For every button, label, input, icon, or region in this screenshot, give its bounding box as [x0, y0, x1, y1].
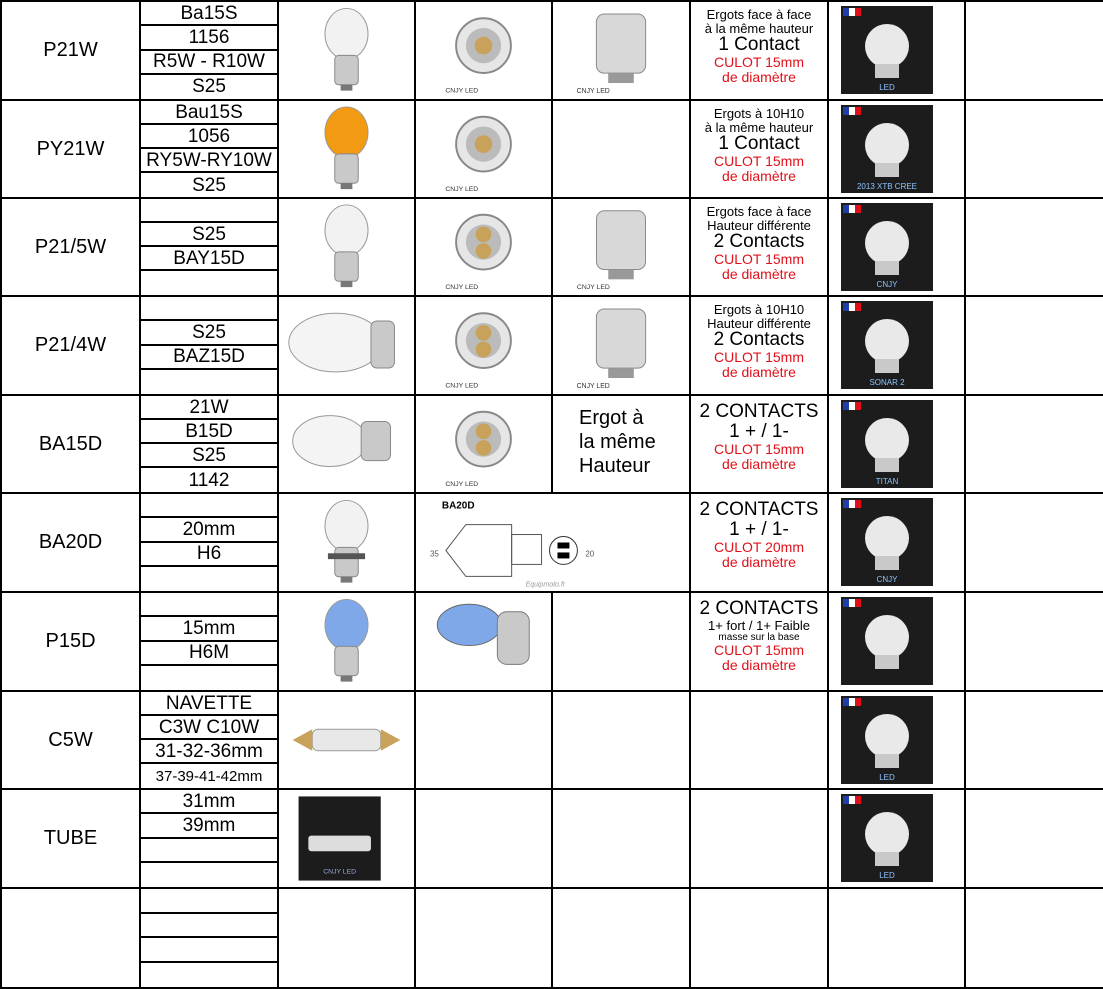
desc-line: 2 Contacts: [713, 231, 805, 253]
bulb-refs-cell: [139, 887, 279, 989]
bulb-ref: [141, 370, 277, 394]
bulb-name: P21/4W: [34, 334, 107, 356]
bulb-refs-cell: [139, 99, 279, 199]
bulb-ref: S25: [141, 223, 277, 247]
svg-text:CNJY LED: CNJY LED: [445, 284, 479, 292]
desc-line: de diamètre: [722, 167, 796, 184]
bulb-base-cell: [414, 99, 553, 199]
bulb-ref: R5W - R10W: [141, 51, 277, 75]
bulb-ref: NAVETTE: [141, 692, 277, 716]
led-bulb-image: [841, 400, 933, 488]
svg-text:CNJY LED: CNJY LED: [576, 284, 610, 292]
empty-cell: [964, 0, 1103, 101]
bulb-image: [279, 101, 414, 197]
bulb-base-cell: [414, 690, 553, 790]
bulb-image: [279, 494, 414, 591]
bulb-ref: [141, 889, 277, 914]
bulb-ref: 39mm: [141, 814, 277, 838]
desc-line: CULOT 15mm: [714, 440, 804, 457]
led-photo-cell: [827, 788, 966, 889]
bulb-name: C5W: [48, 728, 93, 751]
bulb-ref: 37-39-41-42mm: [155, 767, 263, 785]
bulb-name-cell: [0, 295, 141, 396]
bulb-refs-cell: [139, 788, 279, 889]
bulb-ref: BAZ15D: [141, 346, 277, 370]
bulb-name: P21/5W: [34, 235, 107, 258]
bulb-socket-cell: [551, 0, 691, 101]
bulb-image: [279, 692, 414, 788]
bulb-name-cell: [0, 394, 141, 494]
bulb-base-cell: [414, 295, 553, 396]
bulb-ref: H6M: [141, 642, 277, 666]
desc-line: CULOT 15mm: [714, 54, 804, 71]
bulb-ref: 1156: [141, 26, 277, 50]
led-label: 2013 XTB CREE: [856, 182, 918, 191]
bulb-photo-cell: [277, 0, 416, 101]
empty-cell: [964, 788, 1103, 889]
led-photo-cell: [827, 0, 966, 101]
svg-text:CNJY LED: CNJY LED: [576, 87, 610, 95]
bulb-photo-cell: [277, 690, 416, 790]
desc-line: 1 Contact: [718, 133, 800, 155]
led-label: LED: [879, 871, 895, 880]
bulb-ref: S25: [141, 321, 277, 345]
bulb-ref: 1056: [141, 125, 277, 149]
desc-line: CULOT 15mm: [714, 642, 804, 659]
led-label: CNJY: [876, 575, 898, 584]
ba20d-diagram: [416, 494, 689, 591]
svg-text:CNJY LED: CNJY LED: [445, 481, 479, 489]
bulb-ref: 20mm: [141, 518, 277, 542]
bulb-refs-cell: [139, 0, 279, 101]
led-photo-cell: [827, 887, 966, 989]
bulb-image: [279, 790, 414, 887]
bulb-socket-cell: [551, 394, 691, 494]
desc-line: à la même hauteur: [704, 119, 814, 135]
bulb-base-image: [416, 199, 551, 295]
desc-line: CULOT 20mm: [714, 538, 804, 555]
bulb-desc-cell: [689, 788, 829, 889]
bulb-desc-cell: [689, 197, 829, 297]
desc-line: 1 + / 1-: [729, 518, 789, 540]
bulb-photo-cell: [277, 197, 416, 297]
led-bulb-image: [841, 696, 933, 784]
bulb-image: [279, 889, 414, 987]
bulb-base-cell: [414, 788, 553, 889]
bulb-photo-cell: [277, 492, 416, 593]
diagram-title: BA20D: [441, 500, 475, 512]
bulb-name: BA20D: [38, 531, 103, 553]
bulb-base-cell: [414, 0, 553, 101]
led-photo-cell: [827, 197, 966, 297]
bulb-ref: H6: [141, 543, 277, 567]
led-photo-cell: [827, 295, 966, 396]
bulb-desc-cell: [689, 591, 829, 692]
bulb-ref: [141, 593, 277, 617]
bulb-photo-cell: [277, 99, 416, 199]
bulb-ref: [141, 666, 277, 690]
bulb-ref: [141, 863, 277, 887]
bulb-image: [279, 297, 414, 394]
bulb-image: [279, 199, 414, 295]
empty-cell: [964, 492, 1103, 593]
bulb-name: BA15D: [38, 432, 103, 455]
led-label: LED: [879, 83, 895, 92]
bulb-refs-cell: [139, 690, 279, 790]
desc-line: 1 Contact: [718, 34, 800, 56]
bulb-desc-cell: [689, 0, 829, 101]
led-bulb-image: [841, 794, 933, 882]
desc-line: Ergots à 10H10: [713, 106, 805, 121]
desc-line: CULOT 15mm: [714, 251, 804, 268]
empty-cell: [964, 591, 1103, 692]
bulb-ref: 31mm: [141, 790, 277, 814]
p15d-bulb-photo: [418, 593, 556, 685]
bulb-refs-cell: [139, 394, 279, 494]
bulb-base-cell: [414, 394, 553, 494]
bulb-socket-cell: [551, 295, 691, 396]
desc-line: de diamètre: [722, 455, 796, 472]
bulb-ref: [141, 963, 277, 988]
svg-text:35: 35: [429, 549, 439, 559]
bulb-socket-cell: [551, 99, 691, 199]
bulb-name: P15D: [45, 630, 96, 652]
bulb-ref: [141, 914, 277, 939]
bulb-ref: [141, 199, 277, 223]
bulb-ref: 1142: [188, 469, 230, 491]
desc-line: masse sur la base: [718, 631, 800, 643]
bulb-name-cell: [0, 197, 141, 297]
bulb-ref: S25: [141, 444, 277, 468]
bulb-socket-image: [553, 297, 689, 394]
led-label: SONAR 2: [869, 378, 905, 387]
bulb-ref: 31-32-36mm: [141, 740, 277, 764]
bulb-desc-cell: [689, 394, 829, 494]
led-photo-cell: [827, 690, 966, 790]
bulb-ref: C3W C10W: [141, 716, 277, 740]
desc-line: 2 CONTACTS: [699, 499, 819, 520]
bulb-name-cell: [0, 690, 141, 790]
desc-line: Ergots face à face: [706, 204, 812, 219]
desc-line: à la même hauteur: [704, 20, 814, 36]
bulb-ref: 21W: [141, 396, 277, 420]
bulb-socket-cell: [551, 197, 691, 297]
bulb-photo-cell: [277, 394, 416, 494]
bulb-desc-cell: [689, 99, 829, 199]
led-bulb-image: [841, 597, 933, 685]
desc-line: Ergots face à face: [706, 7, 812, 22]
led-bulb-image: [841, 498, 933, 586]
bulb-ref: S25: [192, 174, 226, 196]
bulb-name-cell: [0, 591, 141, 692]
bulb-photo-cell: [277, 591, 416, 692]
led-label: LED: [879, 773, 895, 782]
bulb-refs-cell: [139, 295, 279, 396]
led-label: CNJY: [876, 280, 898, 289]
desc-line: Hauteur différente: [707, 315, 811, 331]
bulb-photo-cell: [277, 788, 416, 889]
bulb-desc-cell: [689, 295, 829, 396]
led-photo-cell: [827, 492, 966, 593]
bulb-socket-image: [553, 2, 689, 99]
bulb-refs-cell: [139, 591, 279, 692]
bulb-desc-cell: [689, 492, 829, 593]
led-bulb-image: [841, 301, 933, 389]
bulb-ref: Bau15S: [141, 101, 277, 125]
empty-cell: [964, 295, 1103, 396]
bulb-refs-cell: [139, 197, 279, 297]
svg-text:CNJY LED: CNJY LED: [445, 87, 479, 95]
svg-text:CNJY LED: CNJY LED: [323, 868, 357, 876]
svg-text:CNJY LED: CNJY LED: [445, 382, 479, 390]
bulb-ref: S25: [192, 76, 226, 98]
empty-cell: [964, 887, 1103, 989]
bulb-name-cell: [0, 492, 141, 593]
bulb-socket-cell: [551, 690, 691, 790]
bulb-ref: Ba15S: [141, 2, 277, 26]
desc-line: CULOT 15mm: [714, 153, 804, 170]
bulb-ref: [141, 938, 277, 963]
svg-text:Equipmoto.fr: Equipmoto.fr: [525, 581, 566, 589]
bulb-ref: [141, 567, 277, 591]
empty-cell: [964, 99, 1103, 199]
desc-line: de diamètre: [722, 265, 796, 282]
bulb-ref: 15mm: [141, 617, 277, 641]
empty-cell: [964, 394, 1103, 494]
led-bulb-image: [841, 105, 933, 193]
bulb-name-cell: [0, 887, 141, 989]
svg-text:20: 20: [585, 549, 595, 559]
empty-cell: [964, 197, 1103, 297]
bulb-ref: [141, 297, 277, 321]
ergot-note: [579, 406, 656, 478]
led-photo-cell: [827, 99, 966, 199]
bulb-name: P21W: [43, 39, 98, 61]
bulb-ref: B15D: [141, 420, 277, 444]
desc-line: 2 Contacts: [713, 329, 805, 351]
bulb-ref: [141, 271, 277, 295]
bulb-image: [279, 396, 414, 492]
desc-line: de diamètre: [722, 68, 796, 85]
bulb-base-image: [416, 2, 551, 99]
led-bulb-image: [841, 6, 933, 94]
desc-line: 2 CONTACTS: [699, 401, 819, 422]
bulb-desc-cell: [689, 690, 829, 790]
led-photo-cell: [827, 591, 966, 692]
bulb-name: TUBE: [43, 827, 98, 849]
bulb-photo-cell: [277, 295, 416, 396]
bulb-refs-cell: [139, 492, 279, 593]
bulb-name-cell: [0, 99, 141, 199]
svg-text:CNJY LED: CNJY LED: [576, 382, 610, 390]
bulb-photo-cell: [277, 887, 416, 989]
desc-line: de diamètre: [722, 363, 796, 380]
desc-line: 2 CONTACTS: [699, 598, 819, 619]
ergot-line: Ergot à: [579, 407, 644, 429]
desc-line: Hauteur différente: [707, 217, 811, 233]
led-label: TITAN: [875, 477, 899, 486]
bulb-base-image: [416, 297, 551, 394]
bulb-name: PY21W: [36, 137, 105, 160]
bulb-ref: [141, 494, 277, 518]
bulb-name-cell: [0, 788, 141, 889]
desc-line: CULOT 15mm: [714, 349, 804, 366]
bulb-base-cell: [414, 197, 553, 297]
bulb-base-image: [416, 396, 551, 492]
bulb-image: [279, 593, 414, 690]
bulb-socket-cell: [551, 887, 691, 989]
ergot-line: la même: [579, 431, 656, 453]
svg-text:CNJY LED: CNJY LED: [445, 186, 479, 194]
empty-cell: [964, 690, 1103, 790]
bulb-socket-cell: [551, 591, 691, 692]
bulb-image: [279, 2, 414, 99]
led-photo-cell: [827, 394, 966, 494]
desc-line: 1 + / 1-: [729, 420, 789, 442]
desc-line: 1+ fort / 1+ Faible: [708, 617, 810, 633]
bulb-base-image: [416, 101, 551, 197]
desc-line: Ergots à 10H10: [713, 302, 805, 317]
bulb-desc-cell: [689, 887, 829, 989]
bulb-ref: [141, 839, 277, 863]
bulb-name-cell: [0, 0, 141, 101]
bulb-socket-cell: [551, 788, 691, 889]
led-bulb-image: [841, 203, 933, 291]
desc-line: de diamètre: [722, 656, 796, 673]
bulb-ref: RY5W-RY10W: [141, 149, 277, 173]
ergot-line: Hauteur: [579, 455, 651, 477]
bulb-base-cell: [414, 887, 553, 989]
bulb-ref: BAY15D: [141, 247, 277, 271]
bulb-socket-image: [553, 199, 689, 295]
desc-line: de diamètre: [722, 553, 796, 570]
